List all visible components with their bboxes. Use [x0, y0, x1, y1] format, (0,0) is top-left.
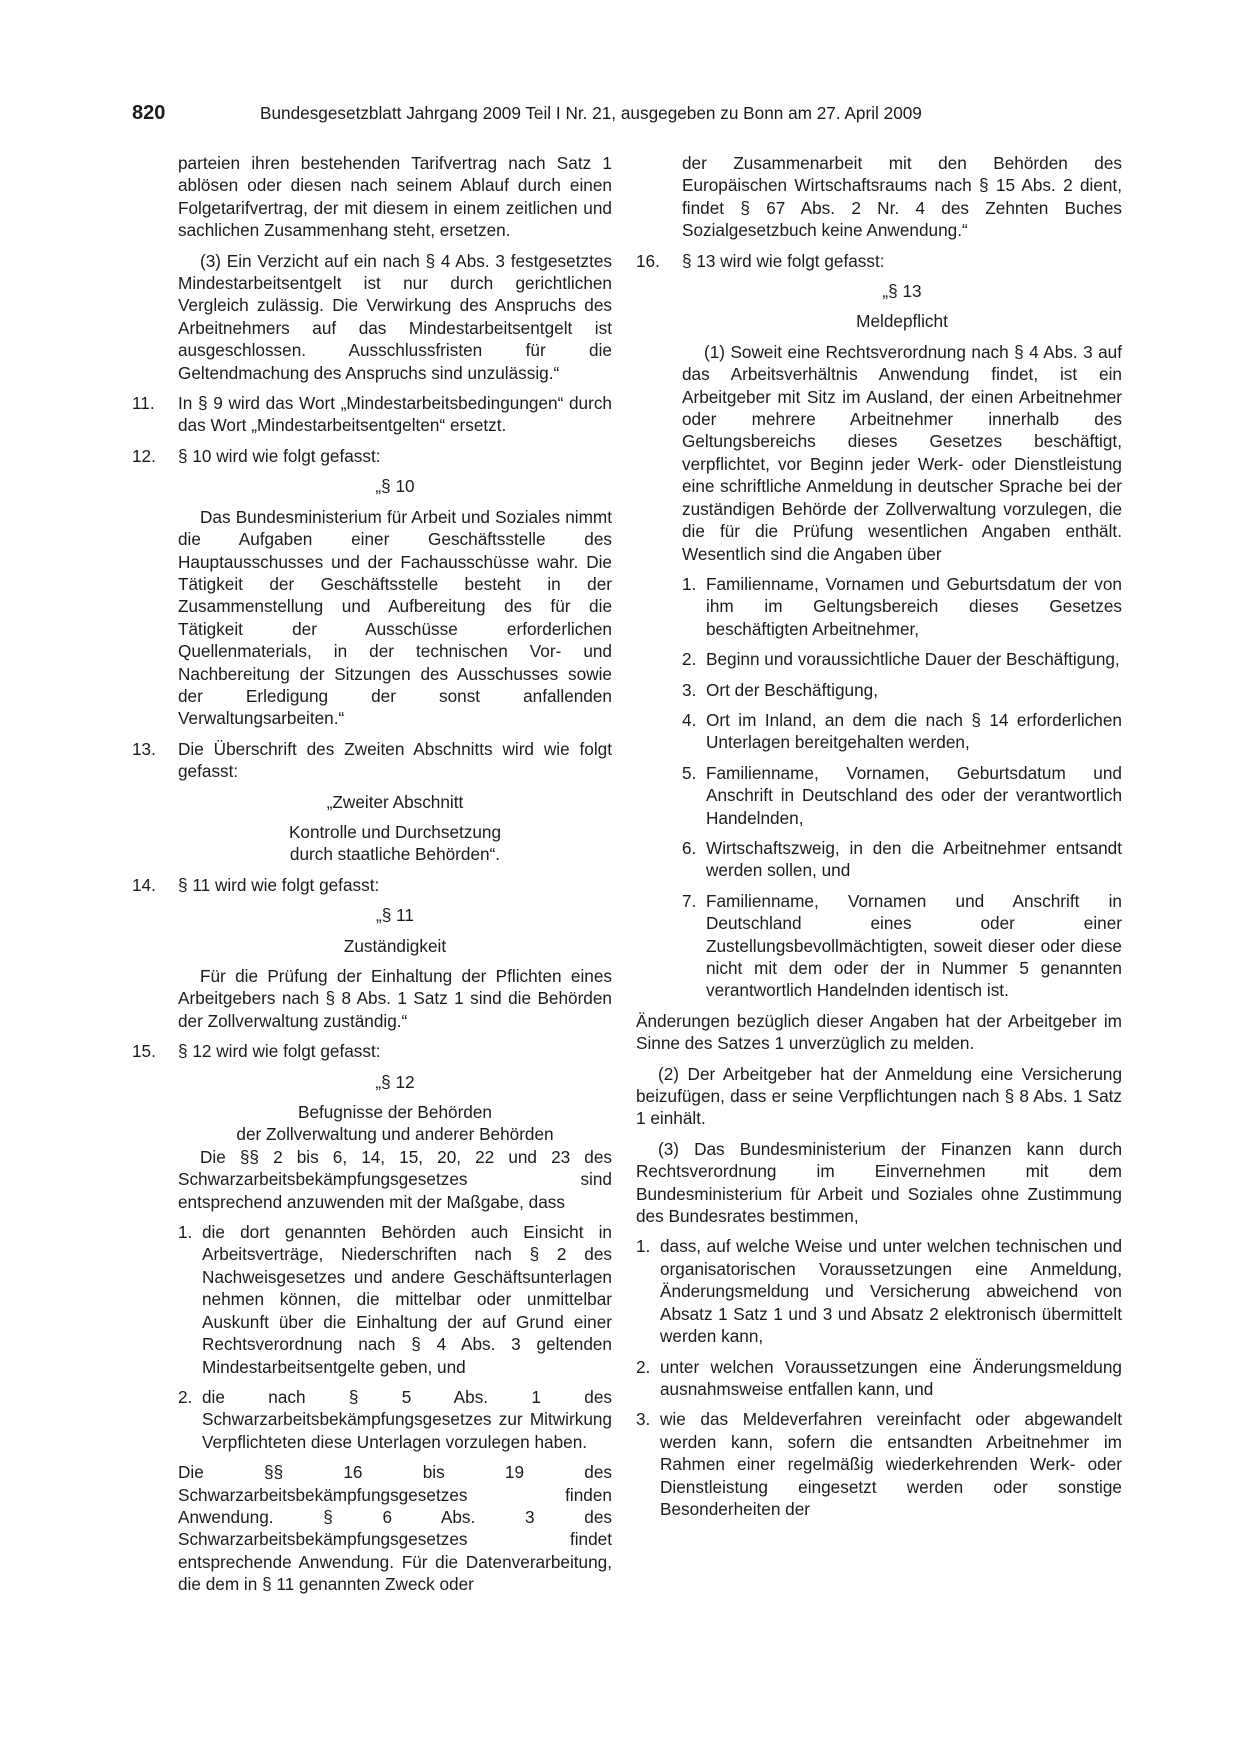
item-number: 11.	[132, 393, 155, 414]
page-number: 820	[132, 102, 166, 124]
paragraph: (3) Ein Verzicht auf ein nach § 4 Abs. 3 festgesetztes Mindestarbeitsentgelt ist nur durch gerichtlichen Vergleich zulässig. Die Verwirkung des Anspruchs des Arbeitnehmers auf das Mindestarbeitsentgelt ist ausgeschlossen. Ausschlussfristen für die Geltendmachung des Anspruchs sind unzulässig.“	[178, 250, 612, 383]
sub-item-text: wie das Meldeverfahren vereinfacht oder abgewandelt werden kann, sofern die entsandten Arbeitnehmer im Rahmen einer regelmäßig wiederkehrenden Werk- oder Dienstleistung eingesetzt werden oder sonstige Besonderheiten der	[660, 1409, 1122, 1519]
paragraph: (3) Das Bundesministerium der Finanzen kann durch Rechtsverordnung im Einvernehmen mit dem Bundesministerium für Arbeit und Soziales ohne Zustimmung des Bundesrates bestimmen,	[636, 1138, 1122, 1227]
list-item	[636, 762, 1122, 829]
section-heading: „§ 10	[375, 476, 415, 497]
page-header	[132, 102, 1122, 128]
item-text: Die Überschrift des Zweiten Abschnitts wird wie folgt gefasst:	[178, 738, 612, 782]
list-item	[636, 1356, 1122, 1401]
list-item-16	[636, 250, 1122, 272]
section-heading: „§ 11	[376, 905, 414, 926]
section-title: Kontrolle und Durchsetzung	[288, 821, 502, 842]
sub-item-text: Familienname, Vornamen und Geburtsdatum der von ihm im Geltungsbereich dieses Gesetzes beschäftigten Arbeitnehmer,	[706, 573, 1122, 639]
sub-item-number: 5.	[682, 762, 697, 783]
item-text: § 11 wird wie folgt gefasst:	[178, 874, 380, 895]
list-item	[636, 679, 1122, 701]
paragraph: (2) Der Arbeitgeber hat der Anmeldung eine Versicherung beizufügen, dass er seine Verpflichtungen nach § 8 Abs. 1 Satz 1 einhält.	[636, 1063, 1122, 1129]
sub-item-number: 7.	[682, 890, 697, 911]
list-item	[636, 890, 1122, 1002]
sub-item-text: Familienname, Vornamen, Geburtsdatum und Anschrift in Deutschland des oder der verantwortlich Handelnden,	[706, 762, 1122, 828]
paragraph: der Zusammenarbeit mit den Behörden des Europäischen Wirtschaftsraums nach § 15 Abs. 2 dient, findet § 67 Abs. 2 Nr. 4 des Zehnten Buches Sozialgesetzbuch keine Anwendung.“	[682, 153, 1122, 241]
section-title: durch staatliche Behörden“.	[289, 844, 501, 865]
section-title: Befugnisse der Behörden	[298, 1102, 492, 1123]
paragraph: parteien ihren bestehenden Tarifvertrag nach Satz 1 ablösen oder diesen nach seinem Ablauf durch einen Folgetarifvertrag, der mit diesem in einem zeitlichen und sachlichen Zusammenhang steht, ersetzen.	[178, 153, 612, 241]
list-item	[636, 1235, 1122, 1347]
sub-item-number: 1.	[682, 573, 697, 594]
right-column	[636, 152, 1122, 1520]
paragraph: Änderungen bezüglich dieser Angaben hat der Arbeitgeber im Sinne des Satzes 1 unverzüglich zu melden.	[636, 1010, 1122, 1054]
sub-item-number: 1.	[636, 1236, 651, 1257]
section-heading: „§ 13	[882, 281, 922, 302]
item-text: In § 9 wird das Wort „Mindestarbeitsbedingungen“ durch das Wort „Mindestarbeitsentgelten“ ersetzt.	[178, 393, 612, 436]
list-item	[636, 648, 1122, 670]
item-text: § 12 wird wie folgt gefasst:	[178, 1041, 381, 1062]
item-number: 12.	[132, 445, 156, 466]
item-number: 14.	[132, 874, 156, 895]
gazette-title: Bundesgesetzblatt Jahrgang 2009 Teil I Nr. 21, ausgegeben zu Bonn am 27. April 2009	[260, 103, 922, 123]
sub-item-text: Ort im Inland, an dem die nach § 14 erforderlichen Unterlagen bereitgehalten werden,	[706, 709, 1122, 753]
left-column	[132, 152, 612, 1596]
sub-item-number: 6.	[682, 837, 697, 858]
enumeration-list	[636, 573, 1122, 1002]
sub-item-number: 3.	[636, 1409, 651, 1430]
sub-item-number: 3.	[682, 679, 697, 700]
sub-item-text: die nach § 5 Abs. 1 des Schwarzarbeitsbekämpfungsgesetzes zur Mitwirkung Verpflichteten diese Unterlagen vorzulegen haben.	[202, 1386, 612, 1452]
item-text: § 13 wird wie folgt gefasst:	[682, 250, 885, 271]
sub-item-text: Ort der Beschäftigung,	[706, 679, 878, 700]
sub-item-number: 2.	[682, 649, 697, 670]
item-number: 15.	[132, 1041, 156, 1062]
paragraph: Das Bundesministerium für Arbeit und Soziales nimmt die Aufgaben einer Geschäftsstelle des Hauptausschusses und der Fachausschüsse wahr. Die Tätigkeit der Geschäftsstelle besteht in der Zusammenstellung und Aufbereitung des für die Tätigkeit der Ausschüsse erforderlichen Quellenmaterials, in der technischen Vor- und Nachbereitung der Sitzungen des Ausschusses sowie der Erledigung der sonst anfallenden Verwaltungsarbeiten.“	[178, 506, 612, 729]
list-item-15	[132, 1040, 612, 1062]
list-item-13	[132, 738, 612, 783]
section-title: der Zollverwaltung und anderer Behörden	[236, 1124, 554, 1145]
enumeration-list	[636, 1235, 1122, 1520]
list-item-14	[132, 874, 612, 896]
sub-item-number: 4.	[682, 709, 697, 730]
item-number: 13.	[132, 738, 156, 759]
sub-item-text: Beginn und voraussichtliche Dauer der Beschäftigung,	[706, 649, 1120, 670]
section-heading: „Zweiter Abschnitt	[326, 791, 464, 812]
sub-item-number: 2.	[636, 1356, 651, 1377]
sub-item-text: unter welchen Voraussetzungen eine Änderungsmeldung ausnahmsweise entfallen kann, und	[660, 1356, 1122, 1399]
sub-item-text: die dort genannten Behörden auch Einsicht in Arbeitsverträge, Niederschriften nach § 2 des Nachweisgesetzes und andere Geschäftsunterlagen nehmen können, die mittelbar oder unmittelbar Auskunft über die Einhaltung der auf Grund einer Rechtsverordnung nach § 4 Abs. 3 geltenden Mindestarbeitsentgelte geben, und	[202, 1222, 612, 1377]
item-number: 16.	[636, 250, 660, 271]
sub-item-text: Wirtschaftszweig, in den die Arbeitnehmer entsandt werden sollen, und	[706, 837, 1122, 881]
list-item	[636, 837, 1122, 882]
paragraph: (1) Soweit eine Rechtsverordnung nach § 4 Abs. 3 auf das Arbeitsverhältnis Anwendung findet, ist ein Arbeitgeber mit Sitz im Ausland, der einen Arbeitnehmer oder mehrere Arbeitnehmer innerhalb des Geltungsbereichs dieses Gesetzes beschäftigt, verpflichtet, vor Beginn jeder Werk- oder Dienstleistung eine schriftliche Anmeldung in deutscher Sprache bei der zuständigen Behörde der Zollverwaltung vorzulegen, die die für die Prüfung wesentlichen Angaben enthält. Wesentlich sind die Angaben über	[682, 341, 1122, 564]
section-title: Zuständigkeit	[343, 935, 447, 956]
paragraph: Die §§ 2 bis 6, 14, 15, 20, 22 und 23 des Schwarzarbeitsbekämpfungsgesetzes sind entsprechend anzuwenden mit der Maßgabe, dass	[178, 1146, 612, 1212]
list-item	[636, 709, 1122, 754]
sub-item-text: Familienname, Vornamen und Anschrift in Deutschland eines oder einer Zustellungsbevollmächtigten, soweit dieser oder diese nicht mit dem oder der in Nummer 5 genannten verantwortlich Handelnden identisch ist.	[706, 890, 1122, 1001]
list-item	[636, 573, 1122, 640]
sub-item-number: 1.	[178, 1222, 193, 1243]
item-text: § 10 wird wie folgt gefasst:	[178, 445, 381, 466]
sub-list-item	[132, 1221, 612, 1378]
list-item-11	[132, 392, 612, 437]
sub-item-number: 2.	[178, 1386, 193, 1407]
section-title: Meldepflicht	[856, 311, 948, 332]
paragraph: Für die Prüfung der Einhaltung der Pflichten eines Arbeitgebers nach § 8 Abs. 1 Satz 1 sind die Behörden der Zollverwaltung zuständig.“	[178, 966, 612, 1031]
sub-item-text: dass, auf welche Weise und unter welchen technischen und organisatorischen Voraussetzungen eine Anmeldung, Änderungsmeldung und Versicherung abweichend von Absatz 1 Satz 1 und 3 und Absatz 2 elektronisch übermittelt werden kann,	[660, 1236, 1122, 1347]
sub-list-item	[132, 1386, 612, 1453]
paragraph: Die §§ 16 bis 19 des Schwarzarbeitsbekämpfungsgesetzes finden Anwendung. § 6 Abs. 3 des Schwarzarbeitsbekämpfungsgesetzes findet entsprechende Anwendung. Für die Datenverarbeitung, die dem in § 11 genannten Zweck oder	[178, 1462, 612, 1595]
section-heading: „§ 12	[375, 1071, 415, 1092]
list-item	[636, 1408, 1122, 1520]
list-item-12	[132, 445, 612, 467]
